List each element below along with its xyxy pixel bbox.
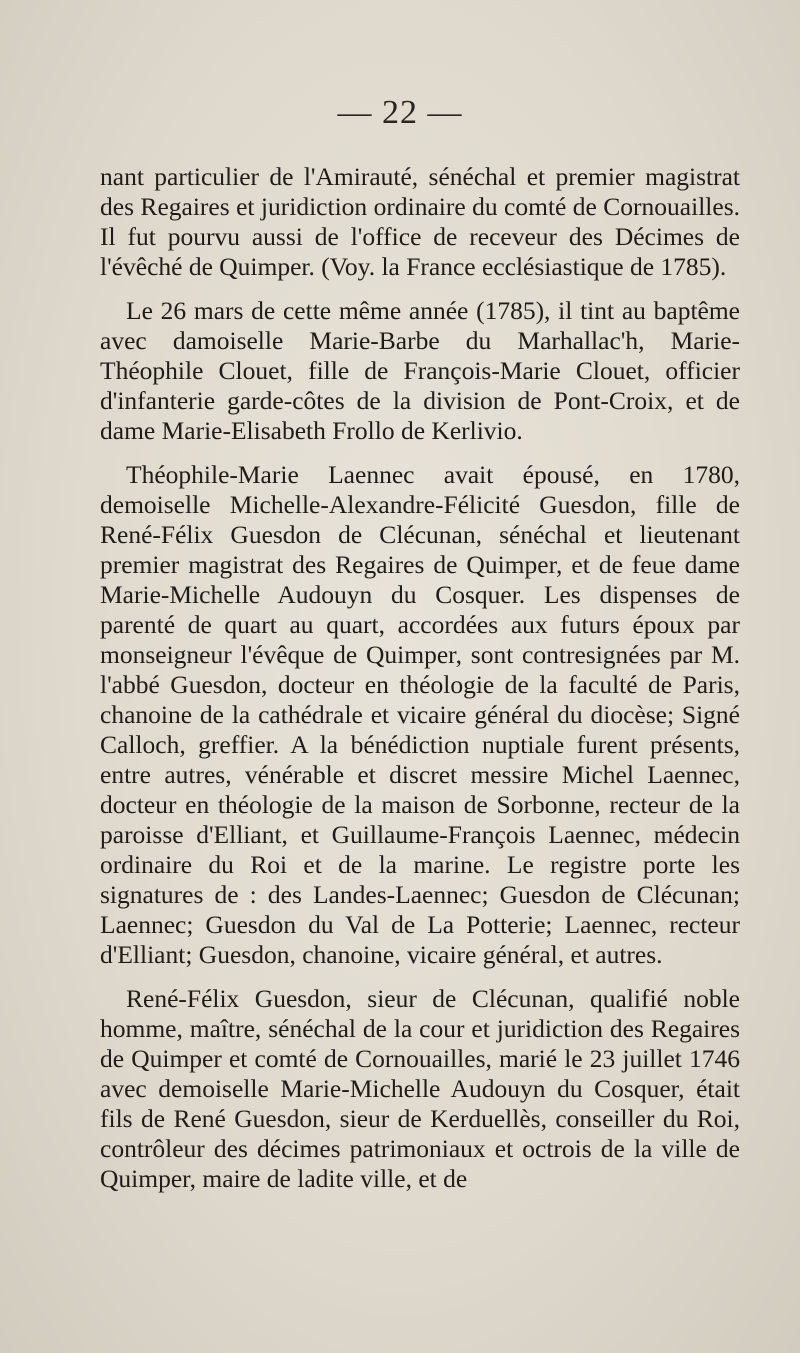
paragraph-baptism: Le 26 mars de cette même année (1785), il tint au baptême avec damoiselle Marie-Barbe du Marhallac'h, Marie-Théophile Clouet, fille de François-Marie Clouet, officier d'infanterie garde-côtes de la division de Pont-Croix, et de dame Marie-Elisabeth Frollo de Kerlivio. [100,296,740,445]
paragraph-guesdon: René-Félix Guesdon, sieur de Clécunan, qualifié noble homme, maître, sénéchal de la cour et juridiction des Regaires de Quimper et comté de Cornouailles, marié le 23 juillet 1746 avec demoiselle Marie-Michelle Audouyn du Cosquer, était fils de René Guesdon, sieur de Kerduellès, conseiller du Roi, contrôleur des décimes patrimoniaux et octrois de la ville de Quimper, maire de ladite ville, et de [100,984,740,1193]
paragraph-marriage: Théophile-Marie Laennec avait épousé, en 1780, demoiselle Michelle-Alexandre-Félicité Guesdon, fille de René-Félix Guesdon de Clécunan, sénéchal et lieutenant premier magistrat des Regaires de Quimper, et de feue dame Marie-Michelle Audouyn du Cosquer. Les dispenses de parenté de quart au quart, accordées aux futurs époux par monseigneur l'évêque de Quimper, sont contresignées par M. l'abbé Guesdon, docteur en théologie de la faculté de Paris, chanoine de la cathédrale et vicaire général du diocèse; Signé Calloch, greffier. A la bénédiction nuptiale furent présents, entre autres, vénérable et discret messire Michel Laennec, docteur en théologie de la maison de Sorbonne, recteur de la paroisse d'Elliant, et Guillaume-François Laennec, médecin ordinaire du Roi et de la marine. Le registre porte les signatures de : des Landes-Laennec; Guesdon de Clécunan; Laennec; Guesdon du Val de La Potterie; Laennec, recteur d'Elliant; Guesdon, chanoine, vicaire général, et autres. [100,460,740,969]
page-number: — 22 — [337,94,463,131]
paragraph-continuation: nant particulier de l'Amirauté, sénéchal et premier magistrat des Regaires et juridiction ordinaire du comté de Cornouailles. Il fut pourvu aussi de l'office de receveur des Décimes de l'évêché de Quimper. (Voy. la France ecclésiastique de 1785). [100,162,740,281]
body-text [100,162,740,1194]
